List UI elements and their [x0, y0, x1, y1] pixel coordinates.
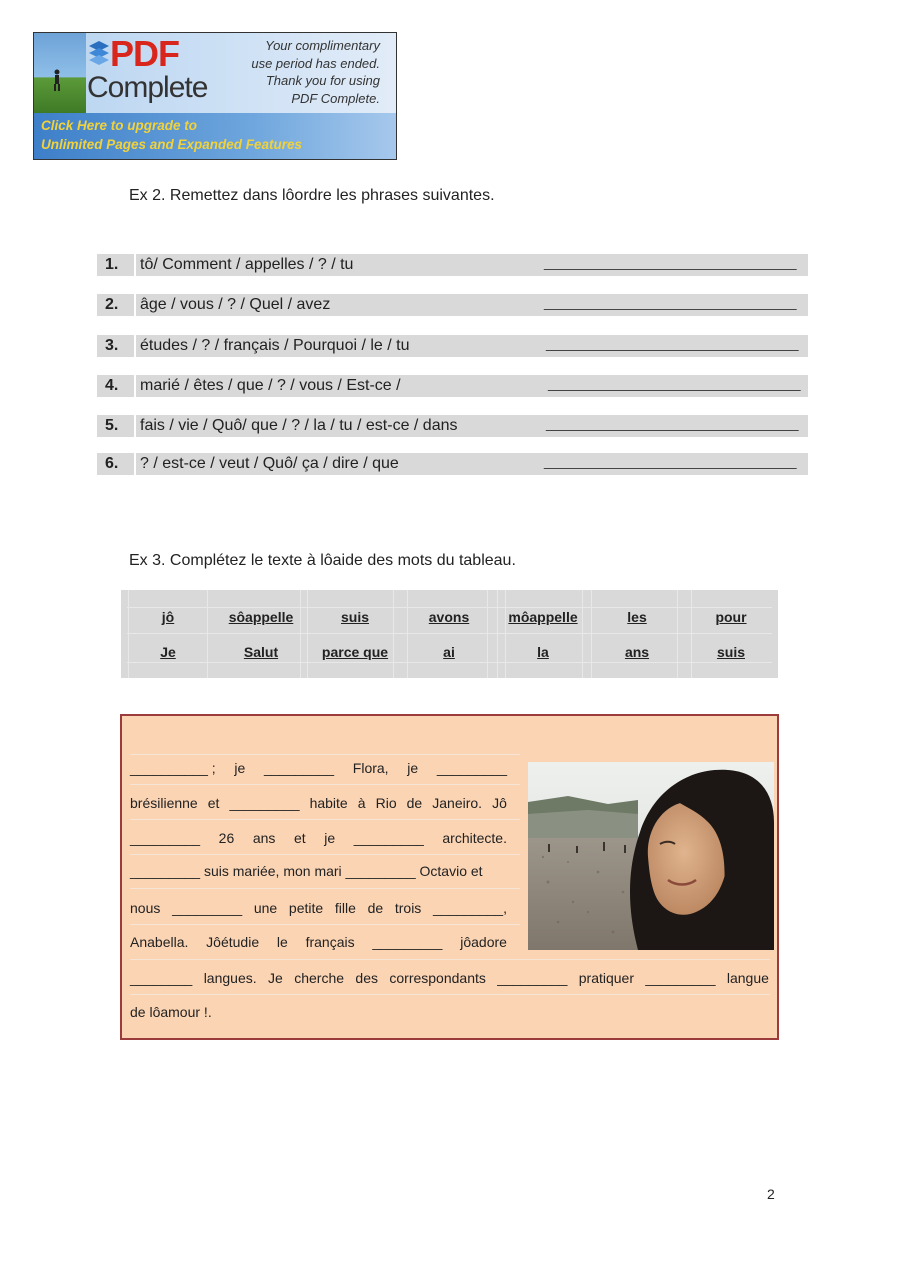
banner-message — [251, 37, 380, 107]
word-cell: ai — [443, 644, 455, 660]
banner-message-line: Thank you for using — [265, 73, 380, 88]
row-words: études / ? / français / Pourquoi / le / tu — [140, 337, 410, 354]
text-word: brésilienne — [130, 795, 198, 811]
table-gridline — [127, 607, 772, 608]
ex2-row — [97, 415, 808, 437]
table-gridline — [497, 590, 498, 678]
banner-message-line: Your complimentary — [265, 38, 380, 53]
table-gridline — [127, 633, 772, 634]
banner-message-line: use period has ended. — [251, 55, 380, 71]
text-word: le — [276, 934, 288, 950]
row-number: 5. — [105, 417, 119, 434]
word-cell: Je — [160, 644, 176, 660]
text-word: _________ — [172, 900, 243, 916]
word-cell: avons — [428, 609, 470, 625]
banner-top — [34, 33, 396, 113]
row-words: fais / vie / Quô/ que / ? / la / tu / est-ce / dans — [140, 417, 458, 434]
text-word: je — [234, 760, 246, 776]
logo-complete: Complete — [87, 71, 208, 104]
row-number: 4. — [105, 377, 119, 394]
text-word: _________ — [436, 760, 507, 776]
text-word: une — [253, 900, 278, 916]
text-word: architecte. — [442, 830, 507, 846]
answer-blank[interactable]: ______________________________ — [544, 254, 796, 271]
text-word: Janeiro. — [432, 795, 483, 811]
text-word: Jôétudie — [206, 934, 260, 950]
text-word: Rio — [375, 795, 397, 811]
table-gridline — [582, 590, 583, 678]
text-word: langues. — [203, 970, 257, 986]
table-gridline — [300, 590, 301, 678]
row-number: 6. — [105, 455, 119, 472]
table-gridline — [307, 590, 308, 678]
text-word: trois — [394, 900, 422, 916]
table-gridline — [505, 590, 506, 678]
text-word: de — [367, 900, 384, 916]
word-table — [121, 590, 778, 678]
table-gridline — [691, 590, 692, 678]
line-rule — [130, 994, 770, 995]
text-word: __________ ; — [130, 760, 216, 776]
row-words: tô/ Comment / appelles / ? / tu — [140, 256, 354, 273]
row-words: âge / vous / ? / Quel / avez — [140, 296, 331, 313]
text-word: _________ — [353, 830, 424, 846]
line-rule — [130, 959, 770, 960]
text-word: et — [293, 830, 306, 846]
logo-pdf: PDF — [110, 33, 179, 74]
word-cell: suis — [340, 609, 369, 625]
text-word: pratiquer — [578, 970, 635, 986]
table-gridline — [207, 590, 208, 678]
text-word: Jô — [492, 795, 507, 811]
text-word: _________ — [645, 970, 716, 986]
row-words: marié / êtes / que / ? / vous / Est-ce / — [140, 377, 401, 394]
text-word: 26 — [218, 830, 235, 846]
upgrade-link[interactable] — [34, 113, 396, 160]
banner-photo — [34, 33, 86, 113]
text-line — [130, 830, 507, 846]
answer-blank[interactable]: ______________________________ — [548, 375, 800, 392]
ex2-row — [97, 375, 808, 397]
word-cell: les — [627, 609, 647, 625]
line-rule — [130, 784, 520, 785]
word-cell: la — [537, 644, 549, 660]
text-word: ans — [252, 830, 276, 846]
table-gridline — [128, 590, 129, 678]
woman-on-beach-photo — [528, 762, 774, 950]
text-word: _________ — [372, 934, 443, 950]
text-word: habite — [309, 795, 348, 811]
ex2-heading: Ex 2. Remettez dans lôordre les phrases suivantes. — [129, 187, 495, 204]
word-cell: môappelle — [508, 609, 578, 625]
text-word: langue — [726, 970, 769, 986]
text-line — [130, 970, 769, 986]
text-line — [130, 863, 483, 879]
line-rule — [130, 854, 520, 855]
table-gridline — [407, 590, 408, 678]
word-cell: pour — [715, 609, 747, 625]
word-cell: ans — [624, 644, 650, 660]
text-word: je — [324, 830, 336, 846]
upgrade-text-line[interactable]: Click Here to upgrade to — [41, 118, 198, 133]
text-line — [130, 900, 507, 916]
parachute-figure-icon — [52, 69, 62, 91]
text-word: _________ suis mariée, mon mari _________ Octavio et — [130, 863, 483, 879]
text-word: jôadore — [460, 934, 507, 950]
word-cell: sôappelle — [228, 609, 294, 625]
text-word: Flora, — [352, 760, 389, 776]
text-word: des — [355, 970, 378, 986]
answer-blank[interactable]: ______________________________ — [544, 294, 796, 311]
text-word: _________ — [263, 760, 335, 776]
pdf-complete-banner[interactable] — [33, 32, 397, 160]
page-number: 2 — [767, 1186, 775, 1202]
ex2-row — [97, 335, 808, 357]
upgrade-text-line[interactable]: Unlimited Pages and Expanded Features — [41, 137, 303, 152]
text-word: Anabella. — [130, 934, 189, 950]
line-rule — [130, 924, 520, 925]
row-words: ? / est-ce / veut / Quô/ ça / dire / que — [140, 455, 399, 472]
ex2-row — [97, 254, 808, 276]
text-line — [130, 760, 507, 776]
text-word: à — [357, 795, 366, 811]
answer-blank[interactable]: ______________________________ — [546, 415, 798, 432]
text-word: je — [407, 760, 419, 776]
text-word: fille — [334, 900, 356, 916]
word-cell: parce que — [321, 644, 389, 660]
answer-blank[interactable]: ______________________________ — [544, 453, 796, 470]
text-word: et — [207, 795, 220, 811]
line-rule — [130, 888, 520, 889]
text-word: correspondants — [389, 970, 486, 986]
text-word: petite — [288, 900, 324, 916]
table-gridline — [127, 662, 772, 663]
row-number: 1. — [105, 256, 119, 273]
table-gridline — [677, 590, 678, 678]
text-word: Je — [268, 970, 283, 986]
table-gridline — [591, 590, 592, 678]
layers-icon — [88, 39, 110, 67]
text-word: _________ — [130, 830, 201, 846]
row-number: 3. — [105, 337, 119, 354]
text-line — [130, 1004, 212, 1020]
line-rule — [130, 754, 520, 755]
upgrade-text[interactable] — [41, 116, 302, 154]
text-line — [130, 934, 507, 950]
fill-in-text-box — [120, 714, 779, 1040]
table-gridline — [487, 590, 488, 678]
ex2-row — [97, 453, 808, 475]
word-cell: suis — [716, 644, 745, 660]
ex3-heading: Ex 3. Complétez le texte à lôaide des mots du tableau. — [129, 552, 516, 569]
text-word: _________ — [229, 795, 300, 811]
text-word: cherche — [294, 970, 345, 986]
line-rule — [130, 819, 520, 820]
text-word: de — [406, 795, 423, 811]
text-word: _________, — [433, 900, 507, 916]
text-word: _________ — [497, 970, 568, 986]
text-word: nous — [130, 900, 161, 916]
text-word: ________ — [130, 970, 193, 986]
text-word: français — [305, 934, 355, 950]
row-number: 2. — [105, 296, 119, 313]
word-cell: Salut — [243, 644, 279, 660]
table-gridline — [393, 590, 394, 678]
banner-message-line: PDF Complete. — [291, 90, 380, 106]
text-line — [130, 795, 507, 811]
text-word: de lôamour !. — [130, 1004, 212, 1020]
answer-blank[interactable]: ______________________________ — [546, 335, 798, 352]
ex2-row — [97, 294, 808, 316]
word-cell: jô — [161, 609, 175, 625]
